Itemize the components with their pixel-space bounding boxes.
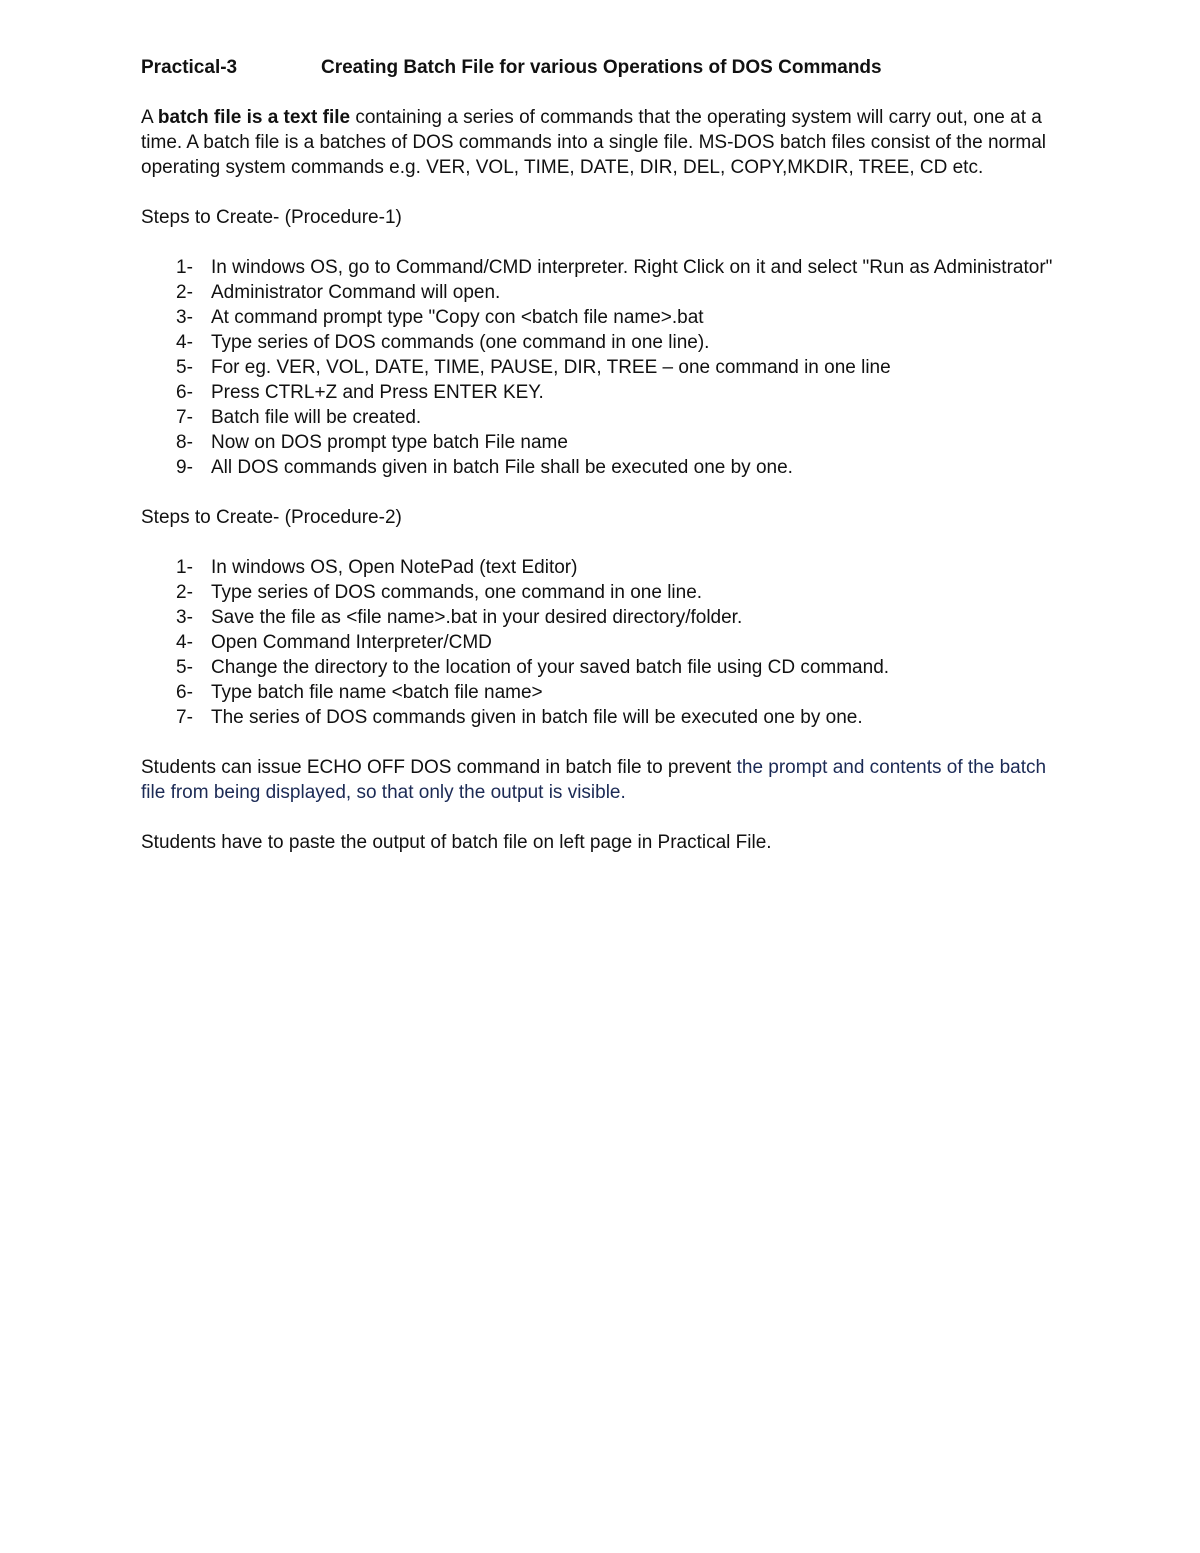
procedure-1-heading: Steps to Create- (Procedure-1) bbox=[141, 207, 402, 228]
step-number: 4- bbox=[176, 632, 193, 653]
step-number: 4- bbox=[176, 332, 193, 353]
step-text: All DOS commands given in batch File shall be executed one by one. bbox=[211, 457, 793, 478]
list-item bbox=[176, 355, 1071, 380]
step-number: 5- bbox=[176, 357, 193, 378]
step-number: 8- bbox=[176, 432, 193, 453]
step-number: 9- bbox=[176, 457, 193, 478]
step-number: 1- bbox=[176, 557, 193, 578]
list-item bbox=[176, 630, 1071, 655]
step-number: 5- bbox=[176, 657, 193, 678]
step-text: In windows OS, Open NotePad (text Editor) bbox=[211, 557, 578, 578]
list-item bbox=[176, 680, 1071, 705]
step-number: 1- bbox=[176, 257, 193, 278]
step-text: Change the directory to the location of your saved batch file using CD command. bbox=[211, 657, 890, 678]
list-item bbox=[176, 330, 1071, 355]
list-item bbox=[176, 280, 1071, 305]
step-text: Type series of DOS commands, one command in one line. bbox=[211, 582, 703, 603]
practical-title: Creating Batch File for various Operations of DOS Commands bbox=[321, 57, 882, 78]
list-item bbox=[176, 255, 1071, 280]
list-item bbox=[176, 405, 1071, 430]
step-number: 7- bbox=[176, 707, 193, 728]
practical-label: Practical-3 bbox=[141, 57, 238, 78]
list-item bbox=[176, 430, 1071, 455]
list-item bbox=[176, 305, 1071, 330]
list-item bbox=[176, 655, 1071, 680]
step-number: 3- bbox=[176, 607, 193, 628]
step-text: Batch file will be created. bbox=[211, 407, 422, 428]
step-number: 2- bbox=[176, 282, 193, 303]
echo-off-note bbox=[141, 755, 1071, 805]
step-text: Now on DOS prompt type batch File name bbox=[211, 432, 568, 453]
intro-lead: A bbox=[141, 107, 158, 128]
procedure-2-heading: Steps to Create- (Procedure-2) bbox=[141, 507, 402, 528]
procedure-1-list bbox=[141, 255, 1071, 480]
list-item bbox=[176, 580, 1071, 605]
step-text: The series of DOS commands given in batch file will be executed one by one. bbox=[211, 707, 863, 728]
intro-paragraph bbox=[141, 105, 1071, 180]
page-title bbox=[141, 55, 1071, 80]
step-number: 3- bbox=[176, 307, 193, 328]
step-number: 6- bbox=[176, 682, 193, 703]
step-text: Type batch file name <batch file name> bbox=[211, 682, 543, 703]
step-text: Open Command Interpreter/CMD bbox=[211, 632, 492, 653]
step-number: 7- bbox=[176, 407, 193, 428]
step-text: Press CTRL+Z and Press ENTER KEY. bbox=[211, 382, 544, 403]
step-text: Administrator Command will open. bbox=[211, 282, 501, 303]
list-item bbox=[176, 455, 1071, 480]
echo-note-start: Students can issue ECHO OFF DOS command in batch file to prevent bbox=[141, 757, 737, 778]
step-number: 6- bbox=[176, 382, 193, 403]
list-item bbox=[176, 380, 1071, 405]
list-item bbox=[176, 605, 1071, 630]
step-text: Type series of DOS commands (one command in one line). bbox=[211, 332, 710, 353]
step-text: At command prompt type "Copy con <batch file name>.bat bbox=[211, 307, 704, 328]
step-number: 2- bbox=[176, 582, 193, 603]
intro-bold: batch file is a text file bbox=[157, 107, 351, 128]
intro-rest: containing a series of commands that the operating system will carry out, one at a time. A batch file is a batches of DOS commands into a single file. MS-DOS batch files consist of the normal operating system commands e.g. VER, VOL, TIME, DATE, DIR, DEL, COPY,MKDIR, TREE, CD etc. bbox=[141, 107, 1047, 178]
closing-note: Students have to paste the output of batch file on left page in Practical File. bbox=[141, 832, 772, 853]
step-text: In windows OS, go to Command/CMD interpreter. Right Click on it and select "Run as Administrator" bbox=[211, 257, 1053, 278]
step-text: Save the file as <file name>.bat in your desired directory/folder. bbox=[211, 607, 743, 628]
list-item bbox=[176, 705, 1071, 730]
list-item bbox=[176, 555, 1071, 580]
echo-note-end: the prompt and contents of the batch file from being displayed, so that only the output is visible. bbox=[141, 757, 1047, 803]
document-page bbox=[141, 55, 1071, 880]
step-text: For eg. VER, VOL, DATE, TIME, PAUSE, DIR, TREE – one command in one line bbox=[211, 357, 891, 378]
procedure-2-list bbox=[141, 555, 1071, 730]
